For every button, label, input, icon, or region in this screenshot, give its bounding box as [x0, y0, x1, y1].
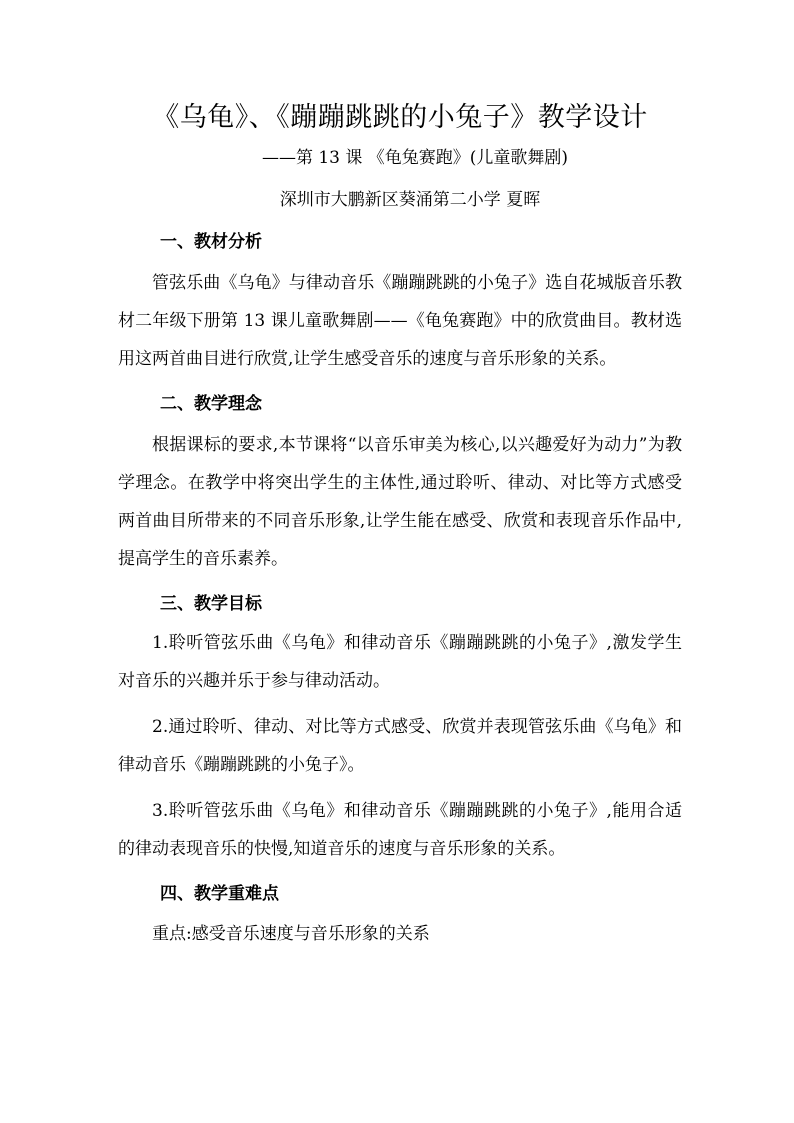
objective-item: 3.聆听管弦乐曲《乌龟》和律动音乐《蹦蹦跳跳的小兔子》,能用合适的律动表现音乐的快慢,知道音乐的速度与音乐形象的关系。: [118, 801, 682, 859]
key-point: 重点:感受音乐速度与音乐形象的关系: [152, 924, 430, 944]
document-title: 《乌龟》、《蹦蹦跳跳的小兔子》教学设计: [152, 102, 648, 133]
document-author: 深圳市大鹏新区葵涌第二小学 夏晖: [279, 190, 541, 210]
document-subtitle: ——第 13 课 《龟兔赛跑》(儿童歌舞剧): [261, 148, 569, 168]
section-heading: 四、教学重难点: [160, 884, 279, 904]
section-heading: 三、教学目标: [160, 594, 262, 614]
section-paragraph: 根据课标的要求,本节课将“以音乐审美为核心,以兴趣爱好为动力”为教学理念。在教学中将突出学生的主体性,通过聆听、律动、对比等方式感受两首曲目所带来的不同音乐形象,让学生能在感受、欣赏和表现音乐作品中,提高学生的音乐素养。: [118, 435, 682, 569]
section-teaching-objectives: [118, 592, 682, 868]
objective-item: 1.聆听管弦乐曲《乌龟》和律动音乐《蹦蹦跳跳的小兔子》,激发学生对音乐的兴趣并乐于参与律动活动。: [118, 633, 682, 691]
objective-item: 2.通过聆听、律动、对比等方式感受、欣赏并表现管弦乐曲《乌龟》和律动音乐《蹦蹦跳跳的小兔子》。: [118, 717, 682, 775]
section-paragraph: 管弦乐曲《乌龟》与律动音乐《蹦蹦跳跳的小兔子》选自花城版音乐教材二年级下册第 13 课儿童歌舞剧——《龟兔赛跑》中的欣赏曲目。教材选用这两首曲目进行欣赏,让学生感受音乐的速度与音乐形象的关系。: [118, 273, 682, 369]
section-key-difficulties: [118, 882, 682, 946]
section-heading: 二、教学理念: [160, 394, 262, 414]
section-textbook-analysis: [118, 230, 682, 378]
section-teaching-philosophy: [118, 392, 682, 578]
section-heading: 一、教材分析: [160, 232, 262, 252]
